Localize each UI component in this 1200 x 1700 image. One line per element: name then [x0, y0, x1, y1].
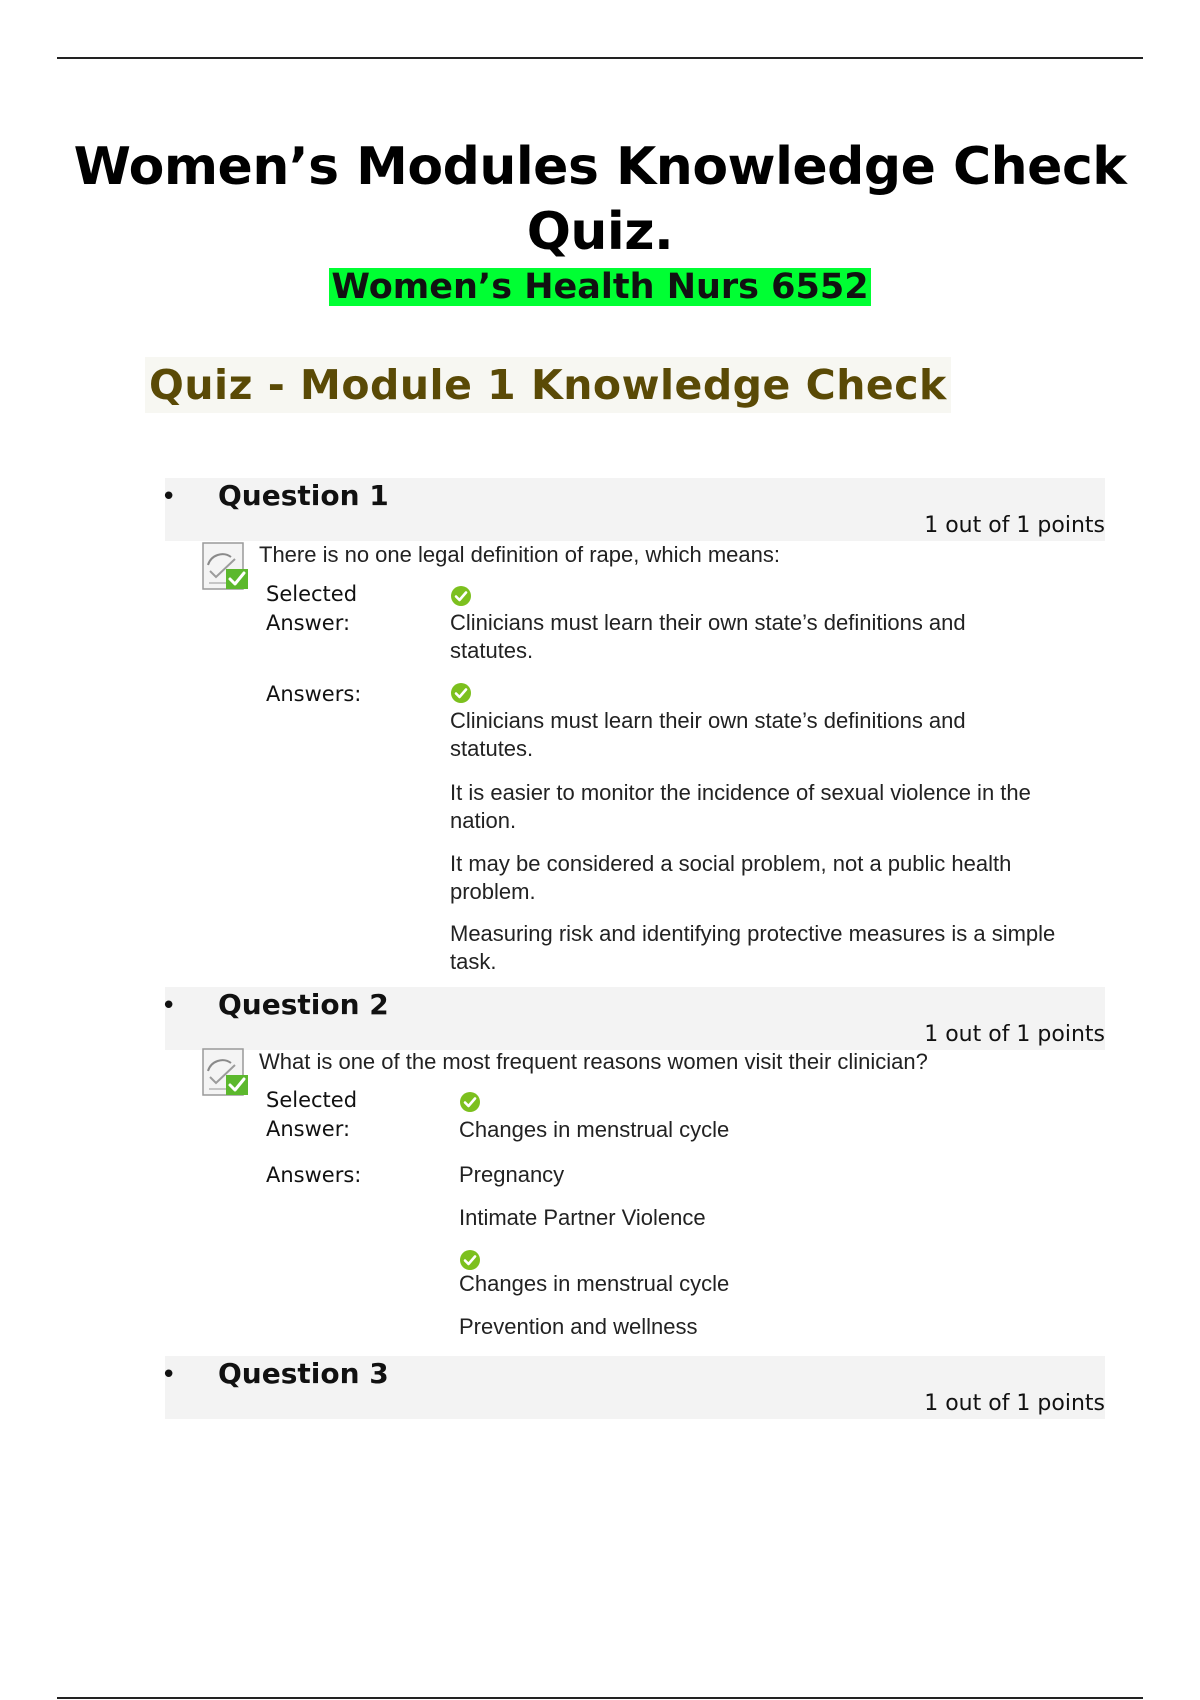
- answers-label: Answers:: [266, 1163, 362, 1187]
- question-3-title: Question 3: [218, 1357, 389, 1390]
- bottom-rule: [57, 1697, 1143, 1699]
- answer-option: Pregnancy: [459, 1162, 565, 1187]
- answer-option: Measuring risk and identifying protective measures is a simple task.: [450, 921, 1056, 974]
- selected-answer-label: Selected Answer:: [266, 582, 358, 635]
- answer-option: Prevention and wellness: [459, 1314, 698, 1339]
- document-subtitle: Women’s Health Nurs 6552: [331, 267, 869, 307]
- question-2-title: Question 2: [218, 988, 389, 1021]
- bullet: •: [161, 482, 177, 512]
- subtitle-wrapper: [0, 268, 1200, 306]
- check-circle-icon: [450, 682, 472, 704]
- selected-answer-label: Selected Answer:: [266, 1088, 358, 1141]
- question-1-selected-answer: Clinicians must learn their own state’s definitions and statutes.: [450, 610, 966, 663]
- answer-option: Intimate Partner Violence: [459, 1205, 706, 1230]
- question-2-points: 1 out of 1 points: [924, 1022, 1105, 1047]
- question-1-points: 1 out of 1 points: [924, 513, 1105, 538]
- graded-correct-icon: [201, 1047, 251, 1099]
- question-1-title: Question 1: [218, 479, 389, 512]
- question-2-selected-answer: Changes in menstrual cycle: [459, 1117, 730, 1142]
- question-2-header: [161, 987, 1105, 1050]
- answers-label: Answers:: [266, 682, 362, 706]
- question-1-text: There is no one legal definition of rape, which means:: [259, 542, 780, 567]
- question-1-header: [161, 478, 1105, 541]
- question-2-text: What is one of the most frequent reasons women visit their clinician?: [259, 1049, 928, 1074]
- bullet: •: [161, 991, 177, 1021]
- top-rule: [57, 57, 1143, 59]
- graded-correct-icon: [201, 541, 251, 593]
- bullet: •: [161, 1360, 177, 1390]
- answer-option: Changes in menstrual cycle: [459, 1271, 730, 1296]
- question-3-header: [161, 1356, 1105, 1419]
- answer-option: It is easier to monitor the incidence of sexual violence in the nation.: [450, 780, 1031, 833]
- answer-option: It may be considered a social problem, not a public health problem.: [450, 851, 1012, 904]
- check-circle-icon: [459, 1091, 481, 1113]
- document-title: Women’s Modules Knowledge Check Quiz.: [73, 137, 1127, 262]
- quiz-heading: Quiz - Module 1 Knowledge Check: [145, 357, 951, 413]
- question-3-points: 1 out of 1 points: [924, 1391, 1105, 1416]
- check-circle-icon: [450, 585, 472, 607]
- answer-option: Clinicians must learn their own state’s definitions and statutes.: [450, 708, 966, 761]
- check-circle-icon: [459, 1249, 481, 1271]
